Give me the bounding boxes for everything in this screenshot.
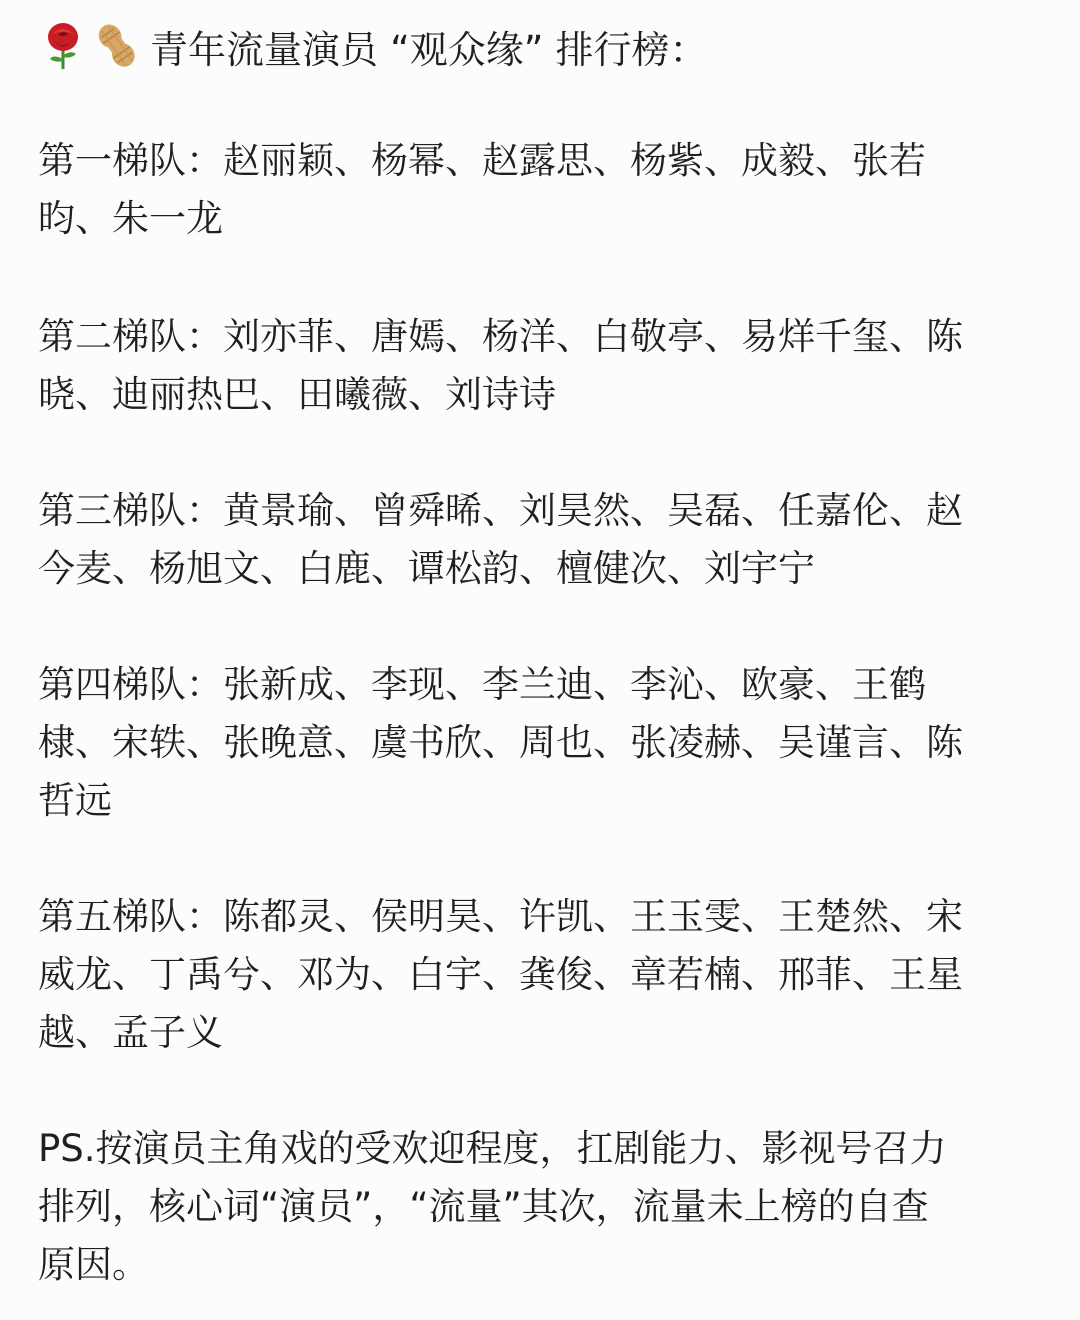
title-text: 青年流量演员 “观众缘” 排行榜： <box>150 27 708 72</box>
ps-line: 原因。 <box>38 1243 149 1286</box>
tier-4 <box>38 656 1048 830</box>
tier-3 <box>38 482 1048 598</box>
tier-line: 越、孟子义 <box>38 1011 223 1054</box>
tier-line: 第一梯队：赵丽颖、杨幂、赵露思、杨紫、成毅、张若 <box>38 139 926 182</box>
tier-5 <box>38 888 1048 1062</box>
tier-line: 第二梯队：刘亦菲、唐嫣、杨洋、白敬亭、易烊千玺、陈 <box>38 315 963 358</box>
tier-line: 第三梯队：黄景瑜、曾舜晞、刘昊然、吴磊、任嘉伦、赵 <box>38 489 963 532</box>
post-title <box>38 14 1040 78</box>
tier-line: 今麦、杨旭文、白鹿、谭松韵、檀健次、刘宇宁 <box>38 547 815 590</box>
ps-line: PS.按演员主角戏的受欢迎程度，扛剧能力、影视号召力 <box>38 1127 947 1170</box>
peanut-icon <box>92 21 142 71</box>
tier-line: 第五梯队：陈都灵、侯明昊、许凯、王玉雯、王楚然、宋 <box>38 895 963 938</box>
tier-line: 第四梯队：张新成、李现、李兰迪、李沁、欧豪、王鹤 <box>38 663 926 706</box>
tier-line: 哲远 <box>38 779 112 822</box>
rose-icon <box>38 21 88 71</box>
tier-2 <box>38 308 1048 424</box>
tier-1 <box>38 132 1048 248</box>
ps-note <box>38 1120 1048 1294</box>
ps-line: 排列，核心词“演员”，“流量”其次，流量未上榜的自查 <box>38 1185 929 1228</box>
tier-line: 棣、宋轶、张晚意、虞书欣、周也、张凌赫、吴谨言、陈 <box>38 721 963 764</box>
tier-line: 威龙、丁禹兮、邓为、白宇、龚俊、章若楠、邢菲、王星 <box>38 953 963 996</box>
tier-line: 晓、迪丽热巴、田曦薇、刘诗诗 <box>38 373 556 416</box>
tier-line: 昀、朱一龙 <box>38 197 223 240</box>
